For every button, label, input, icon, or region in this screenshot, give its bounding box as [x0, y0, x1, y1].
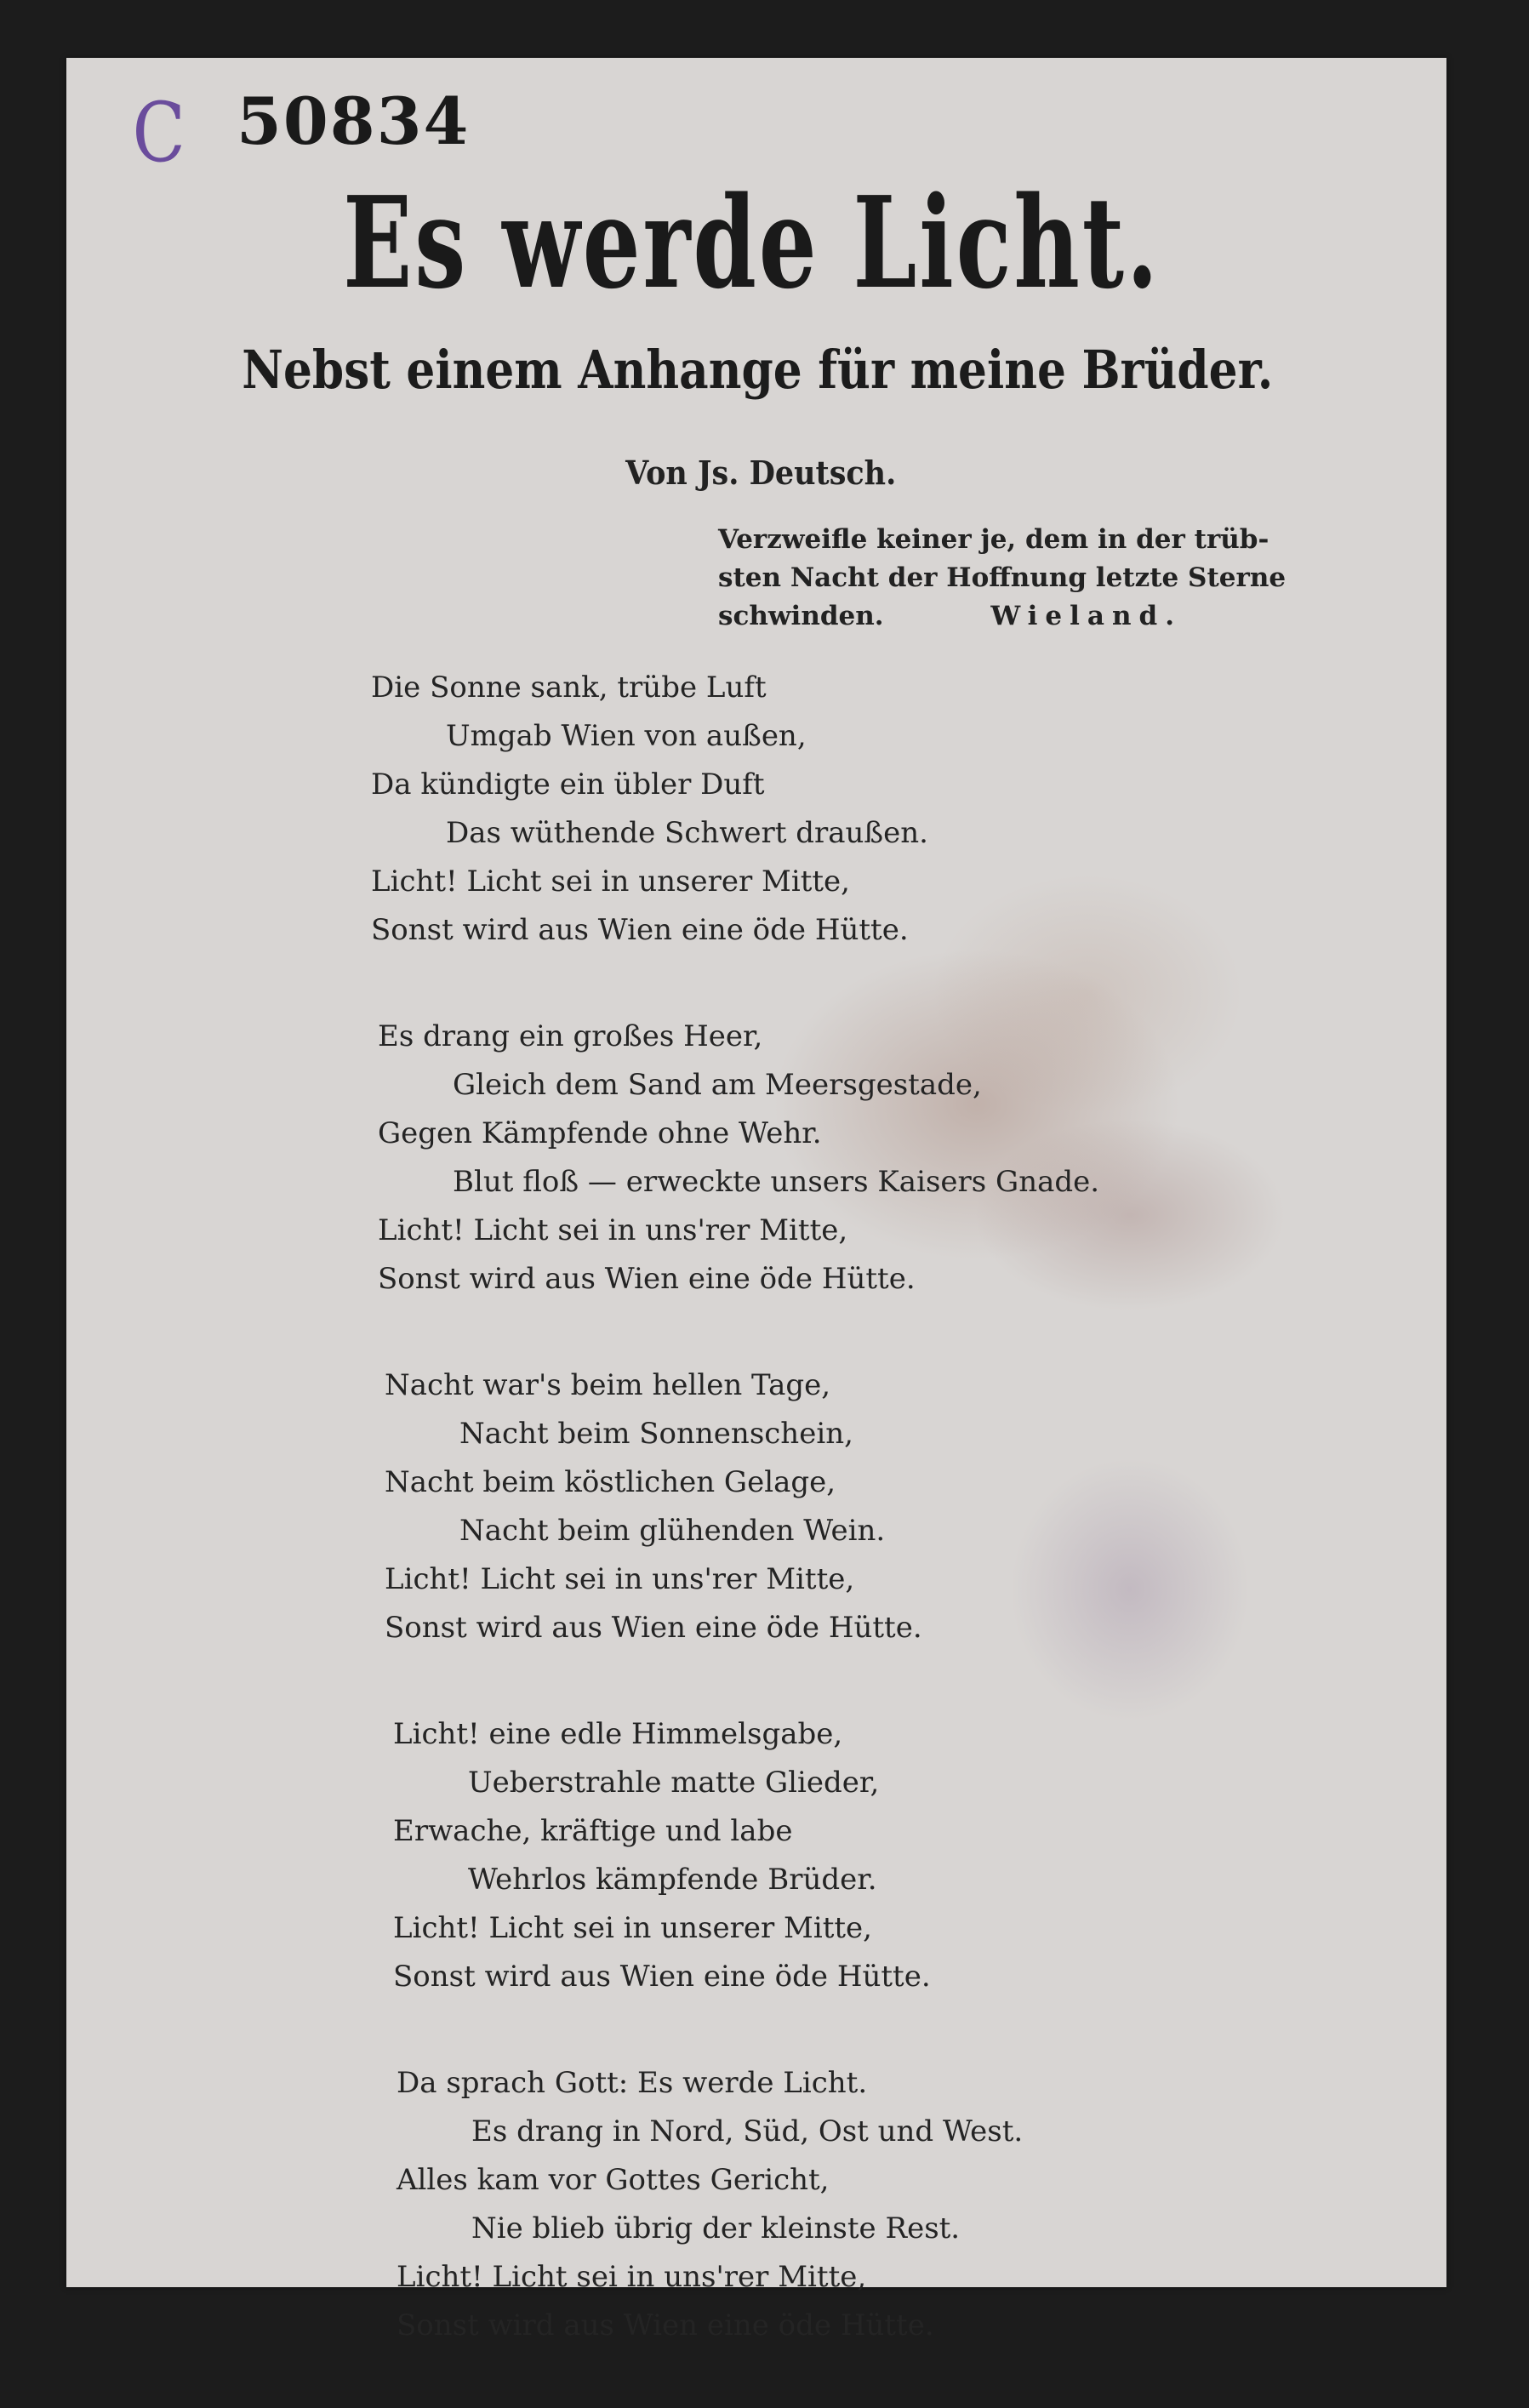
epigraph-last-row [718, 597, 1182, 636]
poem-line: Umgab Wien von außen, [446, 719, 807, 753]
poem-refrain-line: Licht! Licht sei in unserer Mitte, [393, 1911, 872, 1945]
poem-stanza [378, 1013, 1222, 1304]
poem-line: Nacht beim köstlichen Gelage, [385, 1465, 836, 1499]
page-subtitle: Nebst einem Anhange für meine Brüder. [242, 339, 1274, 401]
epigraph-line: schwinden. [718, 601, 884, 631]
poem-refrain-line: Sonst wird aus Wien eine öde Hütte. [371, 913, 909, 947]
poem-line: Alles kam vor Gottes Gericht, [397, 2163, 830, 2197]
poem-line: Da kündigte ein übler Duft [371, 767, 765, 802]
poem-line: Nie blieb übrig der kleinste Rest. [471, 2211, 961, 2245]
archive-stamp-letter: C [132, 85, 185, 180]
poem-refrain-line: Sonst wird aus Wien eine öde Hütte. [397, 2308, 934, 2342]
poem-refrain-line: Licht! Licht sei in uns'rer Mitte, [385, 1562, 855, 1596]
epigraph-signature: Wieland. [990, 601, 1182, 631]
poem-line: Es drang in Nord, Süd, Ost und West. [471, 2114, 1024, 2148]
poem-line: Die Sonne sank, trübe Luft [371, 670, 767, 705]
poem-line: Nacht beim Sonnenschein, [459, 1417, 853, 1451]
poem-refrain-line: Licht! Licht sei in uns'rer Mitte, [397, 2260, 867, 2294]
poem-refrain-line: Licht! Licht sei in unserer Mitte, [371, 864, 850, 899]
poem-line: Da sprach Gott: Es werde Licht. [397, 2066, 868, 2100]
poem-refrain-line: Licht! Licht sei in uns'rer Mitte, [378, 1213, 848, 1247]
poem-line: Gegen Kämpfende ohne Wehr. [378, 1116, 822, 1150]
poem-line: Gleich dem Sand am Meersgestade, [453, 1068, 982, 1102]
page-title: Es werde Licht. [343, 168, 1161, 317]
poem-line: Ueberstrahle matte Glieder, [468, 1766, 880, 1800]
archive-stamp-number: 50834 [237, 83, 471, 159]
poem-line: Licht! eine edle Himmelsgabe, [393, 1717, 843, 1751]
author-line: Von Js. Deutsch. [625, 454, 897, 492]
poem [371, 664, 1222, 2408]
epigraph-line: Verzweifle keiner je, dem in der trüb- [718, 524, 1269, 555]
poem-line: Wehrlos kämpfende Brüder. [468, 1863, 877, 1897]
poem-line: Blut floß — erweckte unsers Kaisers Gnade. [453, 1165, 1100, 1199]
poem-stanza [397, 2059, 1222, 2350]
epigraph [718, 521, 1287, 636]
poem-line: Nacht war's beim hellen Tage, [385, 1368, 831, 1402]
poem-refrain-line: Sonst wird aus Wien eine öde Hütte. [378, 1262, 916, 1296]
poem-stanza [385, 1361, 1222, 1652]
poem-stanza [393, 1710, 1222, 2001]
poem-stanza [371, 664, 1222, 955]
poem-refrain-line: Sonst wird aus Wien eine öde Hütte. [385, 1611, 922, 1645]
poem-line: Erwache, kräftige und labe [393, 1814, 793, 1848]
poem-line: Das wüthende Schwert draußen. [446, 816, 928, 850]
epigraph-line: sten Nacht der Hoffnung letzte Sterne [718, 562, 1287, 593]
poem-refrain-line: Sonst wird aus Wien eine öde Hütte. [393, 1960, 931, 1994]
poem-line: Es drang ein großes Heer, [378, 1019, 763, 1053]
poem-line: Nacht beim glühenden Wein. [459, 1514, 886, 1548]
